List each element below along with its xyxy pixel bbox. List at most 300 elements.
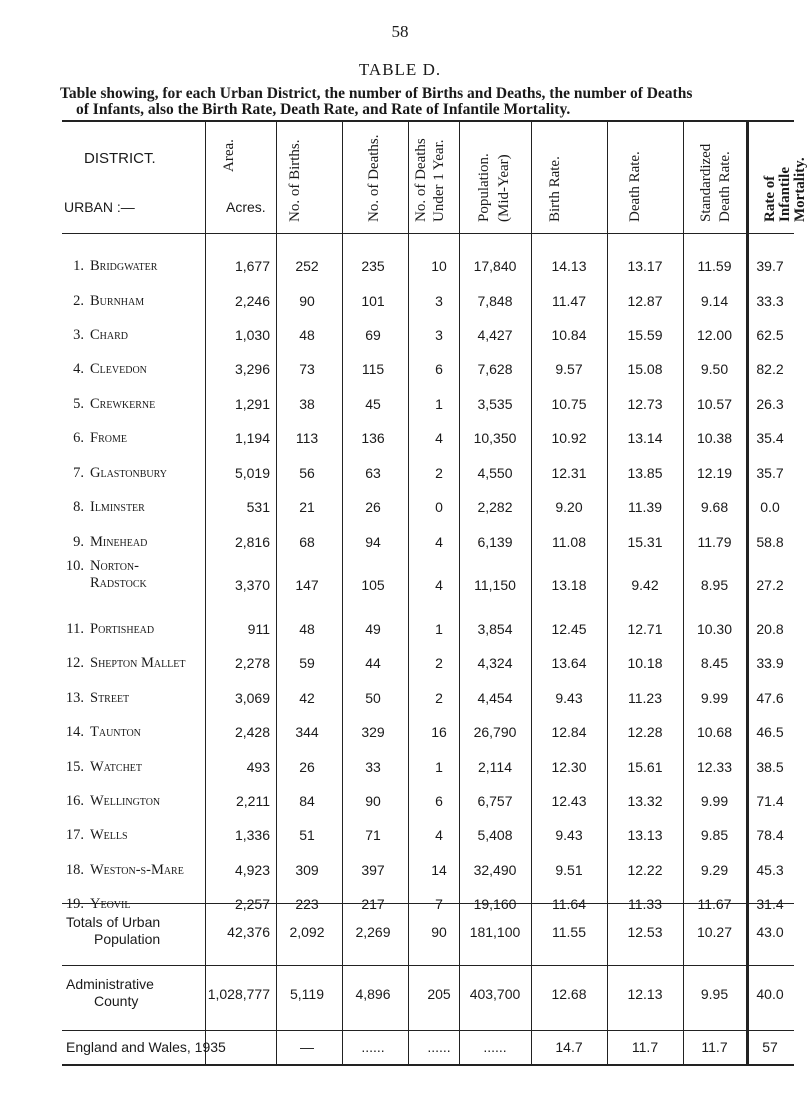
- cell-population: 11,150: [474, 577, 516, 593]
- totals-cell-births: 2,092: [289, 924, 325, 940]
- cell-deaths: 235: [361, 258, 385, 274]
- cell-area: 4,923: [234, 862, 270, 878]
- header-area: Area.: [221, 139, 237, 172]
- district-number: 13.: [65, 690, 84, 706]
- cell-death-rate: 13.14: [627, 430, 663, 446]
- cell-death-rate: 11.33: [628, 896, 662, 912]
- cell-area: 2,816: [234, 534, 270, 550]
- england-infant: ......: [427, 1039, 451, 1055]
- cell-death-rate: 11.39: [628, 499, 662, 515]
- header-population-1: Population.: [476, 153, 492, 222]
- header-acres: Acres.: [226, 199, 266, 215]
- cell-birth-rate: 10.84: [551, 327, 587, 343]
- cell-infant-mortality: 78.4: [756, 827, 784, 843]
- district-number: 2.: [73, 293, 84, 309]
- district-number: 7.: [73, 465, 84, 481]
- table-caption: [60, 86, 780, 118]
- district-name: [62, 655, 207, 672]
- cell-infant-deaths: 16: [431, 724, 447, 740]
- cell-std-death-rate: 9.68: [700, 499, 729, 515]
- cell-births: 84: [299, 793, 315, 809]
- totals-label: [66, 976, 154, 1010]
- totals-cell-population: 403,700: [469, 986, 521, 1002]
- cell-deaths: 94: [365, 534, 381, 550]
- totals-cell-area: 42,376: [227, 924, 270, 940]
- cell-infant-deaths: 0: [435, 499, 443, 515]
- cell-population: 10,350: [473, 430, 517, 446]
- totals-cell-births: 5,119: [290, 986, 324, 1002]
- district-name: [62, 621, 207, 638]
- table-top-rule: [62, 120, 794, 122]
- cell-infant-deaths: 4: [435, 827, 443, 843]
- cell-death-rate: 12.73: [627, 396, 663, 412]
- cell-infant-mortality: 58.8: [756, 534, 784, 550]
- header-urban: URBAN :—: [64, 199, 135, 215]
- cell-std-death-rate: 9.99: [700, 793, 729, 809]
- totals-cell-birth-rate: 11.55: [552, 924, 586, 940]
- table-row: [62, 621, 794, 645]
- district-name: [62, 293, 207, 310]
- header-std-rate-2: Death Rate.: [717, 151, 733, 222]
- district-name: [62, 558, 207, 592]
- district-name: [62, 499, 207, 516]
- table-row: [62, 690, 794, 714]
- totals-label-2: Population: [94, 931, 161, 947]
- district-label: Wellington: [90, 793, 161, 809]
- totals-cell-death-rate: 12.53: [627, 924, 663, 940]
- cell-birth-rate: 12.43: [551, 793, 587, 809]
- cell-deaths: 217: [361, 896, 385, 912]
- district-label: Clevedon: [90, 361, 147, 377]
- totals-row: [62, 976, 794, 1010]
- table-row: [62, 361, 794, 385]
- district-number: 11.: [66, 621, 84, 637]
- totals-row: [62, 914, 794, 948]
- cell-area: 1,677: [234, 258, 270, 274]
- district-name: [62, 327, 207, 344]
- cell-area: 531: [246, 499, 270, 515]
- cell-births: 309: [295, 862, 319, 878]
- district-number: 4.: [73, 361, 84, 377]
- district-label: Taunton: [90, 724, 141, 740]
- totals-cell-std-death-rate: 9.95: [700, 986, 729, 1002]
- cell-infant-mortality: 27.2: [756, 577, 784, 593]
- cell-deaths: 136: [361, 430, 385, 446]
- cell-births: 56: [299, 465, 315, 481]
- totals-cell-infant-deaths: 90: [431, 924, 447, 940]
- cell-area: 2,246: [234, 293, 270, 309]
- cell-std-death-rate: 12.19: [696, 465, 733, 481]
- cell-area: 2,257: [234, 896, 270, 912]
- table-row: [62, 724, 794, 748]
- cell-population: 19,160: [473, 896, 517, 912]
- cell-birth-rate: 9.51: [555, 862, 583, 878]
- cell-birth-rate: 13.64: [551, 655, 587, 671]
- cell-infant-deaths: 2: [435, 655, 443, 671]
- cell-births: 26: [299, 759, 315, 775]
- cell-infant-mortality: 38.5: [756, 759, 784, 775]
- district-number: 3.: [73, 327, 84, 343]
- cell-population: 4,454: [477, 690, 513, 706]
- district-number: 9.: [73, 534, 84, 550]
- totals-cell-infant-mortality: 40.0: [756, 986, 784, 1002]
- cell-births: 38: [299, 396, 315, 412]
- cell-infant-mortality: 45.3: [756, 862, 784, 878]
- cell-infant-deaths: 1: [435, 396, 443, 412]
- cell-population: 7,628: [477, 361, 513, 377]
- cell-area: 2,211: [236, 793, 270, 809]
- cell-deaths: 71: [365, 827, 381, 843]
- table-row: [62, 862, 794, 886]
- totals-cell-birth-rate: 12.68: [551, 986, 587, 1002]
- header-death-rate: Death Rate.: [627, 151, 643, 222]
- cell-births: 48: [299, 621, 315, 637]
- cell-birth-rate: 9.57: [555, 361, 583, 377]
- table-row: [62, 293, 794, 317]
- district-name: [62, 396, 207, 413]
- cell-area: 1,336: [234, 827, 270, 843]
- totals-cell-death-rate: 12.13: [627, 986, 663, 1002]
- cell-infant-mortality: 33.3: [756, 293, 784, 309]
- cell-deaths: 63: [365, 465, 381, 481]
- cell-deaths: 33: [365, 759, 381, 775]
- cell-area: 3,370: [234, 577, 270, 593]
- cell-births: 68: [299, 534, 315, 550]
- district-name: [62, 896, 207, 913]
- cell-infant-mortality: 33.9: [756, 655, 784, 671]
- cell-population: 6,757: [477, 793, 513, 809]
- district-name: [62, 465, 207, 482]
- cell-area: 2,278: [234, 655, 270, 671]
- header-district: DISTRICT.: [84, 150, 156, 167]
- cell-births: 344: [295, 724, 319, 740]
- cell-infant-mortality: 35.7: [756, 465, 784, 481]
- district-number: 10.: [65, 558, 84, 574]
- cell-birth-rate: 11.64: [552, 896, 586, 912]
- cell-birth-rate: 10.92: [551, 430, 587, 446]
- table-row: [62, 759, 794, 783]
- totals-label-1: Totals of Urban: [66, 914, 161, 930]
- header-infant-rate-3: Mortality.: [792, 157, 808, 222]
- page-number: 58: [391, 22, 409, 41]
- cell-population: 4,324: [477, 655, 513, 671]
- cell-death-rate: 15.08: [627, 361, 663, 377]
- district-name: [62, 793, 207, 810]
- totals-cell-area: 1,028,777: [207, 986, 270, 1002]
- cell-deaths: 115: [361, 361, 385, 377]
- cell-infant-mortality: 62.5: [756, 327, 784, 343]
- cell-birth-rate: 13.18: [551, 577, 587, 593]
- table-row: [62, 327, 794, 351]
- cell-infant-deaths: 7: [435, 896, 443, 912]
- district-label: Ilminster: [90, 499, 145, 515]
- cell-births: 51: [299, 827, 315, 843]
- district-number: 19.: [65, 896, 84, 912]
- cell-std-death-rate: 12.00: [696, 327, 733, 343]
- cell-area: 911: [247, 621, 270, 637]
- cell-std-death-rate: 8.45: [700, 655, 729, 671]
- district-name: [62, 827, 207, 844]
- england-br: 14.7: [555, 1039, 583, 1055]
- cell-deaths: 44: [365, 655, 381, 671]
- header-birth-rate: Birth Rate.: [547, 156, 563, 222]
- district-number: 8.: [73, 499, 84, 515]
- cell-infant-deaths: 14: [431, 862, 447, 878]
- cell-population: 5,408: [477, 827, 513, 843]
- district-label: Portishead: [90, 621, 155, 637]
- cell-infant-deaths: 10: [431, 258, 447, 274]
- district-label: Minehead: [90, 534, 148, 550]
- cell-births: 42: [299, 690, 315, 706]
- district-label: Glastonbury: [90, 465, 167, 481]
- table-title: TABLE D.: [358, 60, 442, 79]
- cell-deaths: 329: [361, 724, 385, 740]
- district-label: Weston-s-Mare: [90, 862, 184, 878]
- cell-death-rate: 12.71: [627, 621, 663, 637]
- cell-infant-deaths: 6: [435, 793, 443, 809]
- cell-infant-deaths: 6: [435, 361, 443, 377]
- district-label: Bridgwater: [90, 258, 158, 274]
- district-label-cont: Radstock: [90, 575, 147, 591]
- cell-death-rate: 13.32: [627, 793, 663, 809]
- district-name: [62, 690, 207, 707]
- cell-death-rate: 13.85: [627, 465, 663, 481]
- england-label: England and Wales, 1935: [66, 1039, 226, 1055]
- england-births: —: [300, 1039, 314, 1055]
- cell-deaths: 45: [365, 396, 381, 412]
- table-row: [62, 396, 794, 420]
- cell-area: 1,030: [234, 327, 270, 343]
- totals-cell-population: 181,100: [469, 924, 521, 940]
- england-deaths: ......: [361, 1039, 385, 1055]
- cell-std-death-rate: 8.95: [700, 577, 729, 593]
- totals-label-2: County: [94, 993, 139, 1009]
- cell-births: 48: [299, 327, 315, 343]
- totals-mid-rule: [62, 965, 794, 966]
- cell-infant-mortality: 26.3: [756, 396, 784, 412]
- district-label: Chard: [90, 327, 129, 343]
- cell-population: 4,427: [477, 327, 513, 343]
- cell-birth-rate: 9.43: [555, 827, 583, 843]
- cell-population: 3,854: [477, 621, 513, 637]
- cell-birth-rate: 12.84: [551, 724, 587, 740]
- cell-births: 147: [295, 577, 319, 593]
- england-dr: 11.7: [631, 1039, 659, 1055]
- cell-birth-rate: 12.45: [551, 621, 587, 637]
- district-number: 5.: [73, 396, 84, 412]
- district-name: [62, 759, 207, 776]
- caption-line-2: of Infants, also the Birth Rate, Death Rate, and Rate of Infantile Mortality.: [76, 101, 571, 118]
- district-name: [62, 862, 207, 879]
- cell-std-death-rate: 9.29: [700, 862, 729, 878]
- cell-births: 59: [299, 655, 315, 671]
- district-number: 17.: [65, 827, 84, 843]
- cell-infant-deaths: 4: [435, 534, 443, 550]
- cell-infant-mortality: 0.0: [760, 499, 780, 515]
- cell-population: 6,139: [477, 534, 513, 550]
- cell-infant-mortality: 31.4: [756, 896, 784, 912]
- cell-infant-mortality: 46.5: [756, 724, 784, 740]
- header-population-2: (Mid-Year): [496, 154, 512, 222]
- header-infant-deaths-2: Under 1 Year.: [431, 139, 447, 222]
- cell-deaths: 90: [365, 793, 381, 809]
- table-row: [62, 534, 794, 558]
- cell-infant-deaths: 4: [435, 430, 443, 446]
- district-name: [62, 534, 207, 551]
- district-number: 15.: [65, 759, 84, 775]
- cell-birth-rate: 12.30: [551, 759, 587, 775]
- cell-area: 3,296: [234, 361, 270, 377]
- table-row: [62, 430, 794, 454]
- header-infant-rate-1: Rate of: [762, 175, 778, 222]
- england-pop: ......: [483, 1039, 507, 1055]
- cell-deaths: 101: [361, 293, 385, 309]
- cell-infant-deaths: 3: [435, 293, 443, 309]
- cell-births: 21: [299, 499, 315, 515]
- cell-birth-rate: 11.47: [552, 293, 586, 309]
- district-name: [62, 430, 207, 447]
- cell-population: 4,550: [477, 465, 513, 481]
- cell-deaths: 69: [365, 327, 381, 343]
- england-imr: 57: [762, 1039, 778, 1055]
- district-label: Shepton Mallet: [90, 655, 186, 671]
- table-row: [62, 793, 794, 817]
- cell-population: 17,840: [473, 258, 517, 274]
- cell-births: 113: [295, 430, 319, 446]
- header-deaths: No. of Deaths.: [366, 134, 382, 222]
- cell-infant-mortality: 82.2: [756, 361, 784, 377]
- cell-deaths: 26: [365, 499, 381, 515]
- cell-area: 5,019: [234, 465, 270, 481]
- cell-population: 2,114: [478, 759, 512, 775]
- district-label: Watchet: [90, 759, 143, 775]
- district-label: Street: [90, 690, 130, 706]
- cell-death-rate: 12.28: [627, 724, 663, 740]
- england-top-rule: [62, 1030, 794, 1031]
- cell-infant-mortality: 47.6: [756, 690, 784, 706]
- district-label: Burnham: [90, 293, 145, 309]
- totals-cell-std-death-rate: 10.27: [696, 924, 733, 940]
- header-bottom-rule: [62, 233, 794, 234]
- cell-deaths: 50: [365, 690, 381, 706]
- totals-top-rule: [62, 903, 794, 904]
- cell-infant-mortality: 71.4: [756, 793, 784, 809]
- district-label: Yeovil: [90, 896, 131, 912]
- header-infant-rate-2: Infantile: [777, 166, 793, 222]
- cell-death-rate: 13.13: [627, 827, 663, 843]
- cell-infant-deaths: 4: [435, 577, 443, 593]
- cell-infant-mortality: 39.7: [756, 258, 784, 274]
- totals-cell-infant-mortality: 43.0: [756, 924, 784, 940]
- cell-birth-rate: 12.31: [551, 465, 587, 481]
- cell-std-death-rate: 10.38: [696, 430, 733, 446]
- cell-deaths: 49: [365, 621, 381, 637]
- cell-area: 1,194: [234, 430, 270, 446]
- england-sdr: 11.7: [701, 1039, 728, 1055]
- cell-area: 3,069: [234, 690, 270, 706]
- cell-area: 493: [246, 759, 270, 775]
- cell-std-death-rate: 9.14: [700, 293, 729, 309]
- cell-deaths: 397: [361, 862, 385, 878]
- district-number: 16.: [65, 793, 84, 809]
- cell-births: 73: [299, 361, 315, 377]
- cell-infant-deaths: 2: [435, 465, 443, 481]
- cell-population: 26,790: [473, 724, 517, 740]
- district-label: Norton-: [90, 558, 139, 574]
- district-label: Frome: [90, 430, 127, 446]
- cell-death-rate: 9.42: [631, 577, 659, 593]
- england-wales-row: [62, 1039, 794, 1063]
- cell-infant-mortality: 20.8: [756, 621, 784, 637]
- caption-line-1: Table showing, for each Urban District, the number of Births and Deaths, the number of Deaths: [60, 85, 693, 102]
- totals-label: [66, 914, 160, 948]
- table-row: [62, 558, 794, 601]
- cell-infant-deaths: 2: [435, 690, 443, 706]
- district-number: 18.: [65, 862, 84, 878]
- cell-population: 7,848: [477, 293, 513, 309]
- cell-infant-deaths: 1: [435, 621, 443, 637]
- header-births: No. of Births.: [287, 139, 303, 222]
- cell-std-death-rate: 11.67: [697, 896, 732, 912]
- cell-birth-rate: 14.13: [551, 258, 587, 274]
- district-number: 12.: [65, 655, 84, 671]
- cell-population: 2,282: [477, 499, 513, 515]
- cell-birth-rate: 9.20: [555, 499, 583, 515]
- cell-death-rate: 13.17: [627, 258, 663, 274]
- cell-births: 90: [299, 293, 315, 309]
- cell-death-rate: 10.18: [627, 655, 663, 671]
- table-row: [62, 499, 794, 523]
- district-name: [62, 724, 207, 741]
- cell-deaths: 105: [361, 577, 385, 593]
- district-label: Crewkerne: [90, 396, 156, 412]
- cell-death-rate: 15.61: [627, 759, 663, 775]
- cell-death-rate: 11.23: [628, 690, 662, 706]
- cell-std-death-rate: 12.33: [696, 759, 733, 775]
- cell-std-death-rate: 9.99: [700, 690, 729, 706]
- table-row: [62, 258, 794, 282]
- cell-birth-rate: 9.43: [555, 690, 583, 706]
- cell-area: 1,291: [234, 396, 270, 412]
- cell-std-death-rate: 10.57: [696, 396, 733, 412]
- cell-birth-rate: 10.75: [551, 396, 587, 412]
- cell-infant-deaths: 3: [435, 327, 443, 343]
- cell-population: 3,535: [477, 396, 513, 412]
- table-row: [62, 827, 794, 851]
- totals-label-1: Administrative: [66, 976, 154, 992]
- table-row: [62, 465, 794, 489]
- cell-std-death-rate: 11.79: [697, 534, 732, 550]
- cell-births: 252: [295, 258, 319, 274]
- table-bottom-rule: [62, 1064, 794, 1066]
- cell-std-death-rate: 10.30: [696, 621, 733, 637]
- cell-death-rate: 12.22: [627, 862, 663, 878]
- cell-std-death-rate: 11.59: [697, 258, 732, 274]
- cell-births: 223: [295, 896, 319, 912]
- district-number: 1.: [73, 258, 84, 274]
- cell-death-rate: 15.59: [627, 327, 663, 343]
- header-std-rate-1: Standardized: [698, 143, 714, 222]
- totals-cell-infant-deaths: 205: [427, 986, 451, 1002]
- cell-area: 2,428: [234, 724, 270, 740]
- cell-infant-mortality: 35.4: [756, 430, 784, 446]
- cell-birth-rate: 11.08: [552, 534, 586, 550]
- district-name: [62, 258, 207, 275]
- header-infant-deaths-1: No. of Deaths: [413, 138, 429, 222]
- district-number: 14.: [65, 724, 84, 740]
- district-label: Wells: [90, 827, 128, 843]
- district-name: [62, 361, 207, 378]
